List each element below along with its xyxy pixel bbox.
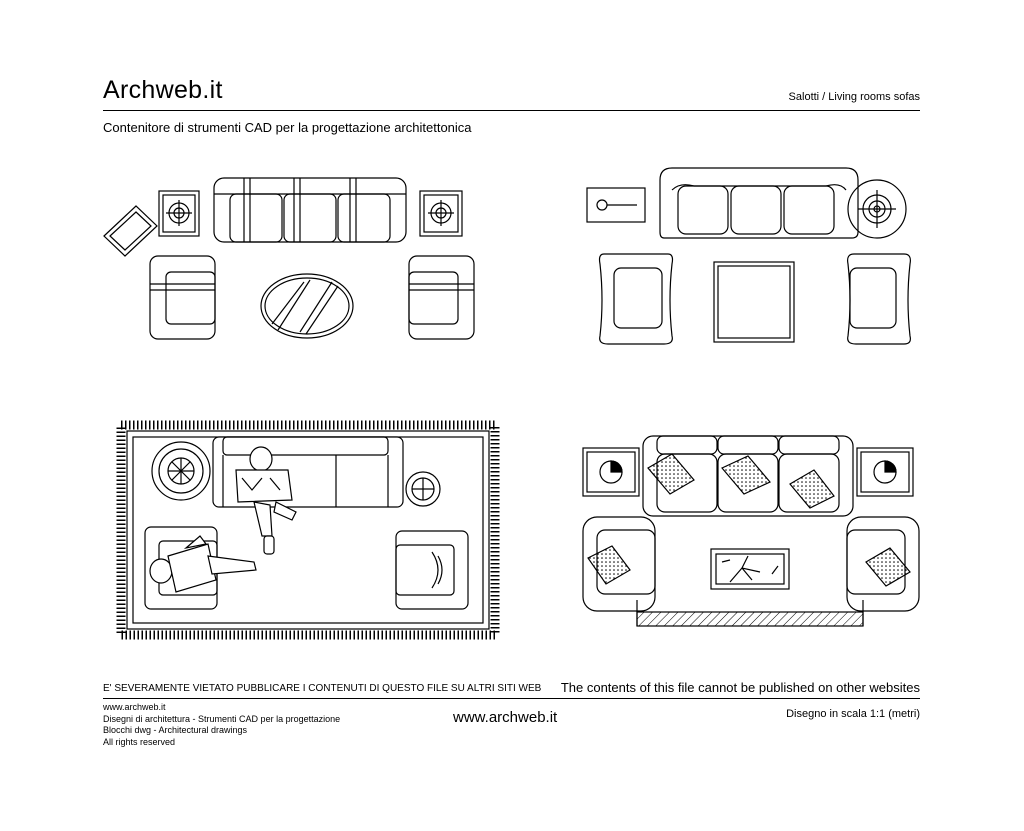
partition-wall bbox=[637, 600, 863, 626]
plan-2 bbox=[587, 168, 910, 344]
three-seat-sofa bbox=[214, 178, 406, 242]
side-table-diagonal bbox=[104, 206, 157, 256]
armchair-right bbox=[409, 256, 474, 339]
warning-english: The contents of this file cannot be published on other websites bbox=[560, 680, 920, 695]
round-lamp-table bbox=[848, 180, 906, 238]
warning-italian: E' SEVERAMENTE VIETATO PUBBLICARE I CONTENUTI DI QUESTO FILE SU ALTRI SITI WEB bbox=[103, 683, 542, 694]
lamp-table-right bbox=[420, 191, 462, 236]
page-subtitle: Contenitore di strumenti CAD per la progettazione architettonica bbox=[103, 120, 472, 135]
footer-line: www.archweb.it bbox=[103, 702, 166, 712]
plan-1 bbox=[104, 178, 474, 339]
round-side-table-left bbox=[152, 442, 210, 500]
armchair-left bbox=[583, 517, 655, 611]
tub-armchair-right bbox=[848, 254, 911, 344]
footer-credits bbox=[103, 702, 340, 748]
curved-sofa bbox=[660, 168, 858, 238]
console-table bbox=[587, 188, 645, 222]
armchair-left bbox=[150, 256, 215, 339]
sofa-with-cushions bbox=[643, 436, 853, 516]
square-coffee-table bbox=[714, 262, 794, 342]
end-table-right bbox=[857, 448, 913, 496]
footer-line: All rights reserved bbox=[103, 736, 176, 747]
armchair-right bbox=[396, 531, 468, 609]
category-label: Salotti / Living rooms sofas bbox=[788, 91, 920, 103]
scale-note: Disegno in scala 1:1 (metri) bbox=[786, 708, 920, 720]
brand-title: Archweb.it bbox=[103, 76, 223, 104]
oval-coffee-table bbox=[261, 274, 353, 338]
round-side-table-right bbox=[406, 472, 440, 506]
tub-armchair-left bbox=[600, 254, 673, 344]
lamp-table-left bbox=[159, 191, 199, 236]
footer-line: Blocchi dwg - Architectural drawings bbox=[103, 725, 248, 735]
plan-3 bbox=[121, 425, 495, 635]
footer-divider bbox=[103, 698, 920, 699]
end-table-left bbox=[583, 448, 639, 496]
footer-url[interactable]: www.archweb.it bbox=[453, 709, 558, 726]
plan-4 bbox=[583, 436, 919, 626]
armchair-right bbox=[847, 517, 919, 611]
footer-line: Disegni di architettura - Strumenti CAD per la progettazione bbox=[103, 713, 341, 724]
glass-coffee-table bbox=[711, 549, 789, 589]
